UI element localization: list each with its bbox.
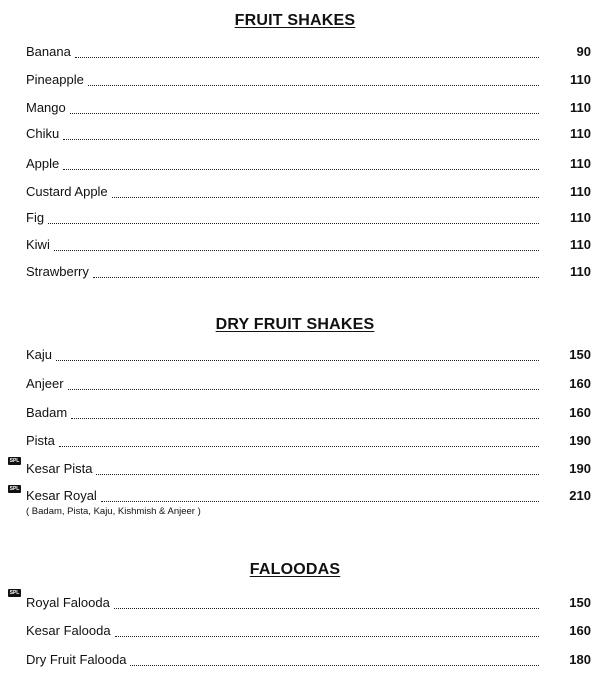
dot-leader — [93, 267, 539, 278]
item-name: Kesar Pista — [26, 461, 93, 476]
item-price: 110 — [570, 126, 591, 141]
menu-item — [26, 461, 591, 479]
dot-leader — [48, 213, 539, 224]
section-title-dry-fruit-shakes: DRY FRUIT SHAKES — [215, 316, 375, 333]
item-name: Dry Fruit Falooda — [26, 652, 127, 667]
item-name: Pista — [26, 433, 55, 448]
spl-badge: SPL — [9, 486, 20, 492]
item-price: 150 — [569, 347, 591, 362]
menu-item — [26, 100, 591, 118]
menu-item — [26, 433, 591, 451]
item-name: Custard Apple — [26, 184, 108, 199]
dot-leader — [70, 103, 539, 114]
item-price: 190 — [569, 461, 591, 476]
item-price: 110 — [570, 72, 591, 87]
item-price: 90 — [576, 44, 591, 59]
menu-item — [26, 595, 591, 613]
dot-leader — [63, 129, 539, 140]
dot-leader — [112, 187, 539, 198]
dot-leader — [54, 240, 539, 251]
item-price: 110 — [570, 184, 591, 199]
item-name: Kesar Royal — [26, 488, 97, 503]
item-price: 160 — [569, 376, 591, 391]
dot-leader — [101, 491, 539, 502]
menu-item — [26, 264, 591, 282]
item-name: Fig — [26, 210, 45, 225]
dot-leader — [71, 408, 539, 419]
menu-item — [26, 72, 591, 90]
item-name: Mango — [26, 100, 66, 115]
item-price: 160 — [569, 623, 591, 638]
item-name: Chiku — [26, 126, 60, 141]
menu-item — [26, 376, 591, 394]
menu-item — [26, 623, 591, 641]
menu-item — [26, 488, 591, 506]
item-name: Anjeer — [26, 376, 64, 391]
item-price: 110 — [570, 237, 591, 252]
spl-badge: SPL — [9, 458, 20, 464]
menu-item — [26, 184, 591, 202]
section-title-fruit-shakes: FRUIT SHAKES — [234, 12, 356, 29]
item-price: 150 — [569, 595, 591, 610]
menu-item — [26, 156, 591, 174]
item-name: Strawberry — [26, 264, 89, 279]
item-name: Kesar Falooda — [26, 623, 111, 638]
item-name: Pineapple — [26, 72, 84, 87]
item-name: Kaju — [26, 347, 53, 362]
dot-leader — [88, 75, 539, 86]
item-name: Kiwi — [26, 237, 50, 252]
item-note: ( Badam, Pista, Kaju, Kishmish & Anjeer ) — [26, 506, 201, 517]
section-title-faloodas: FALOODAS — [249, 561, 341, 578]
item-name: Apple — [26, 156, 60, 171]
dot-leader — [59, 436, 539, 447]
item-name: Royal Falooda — [26, 595, 110, 610]
item-price: 180 — [569, 652, 591, 667]
item-price: 160 — [569, 405, 591, 420]
menu-item — [26, 347, 591, 365]
dot-leader — [56, 350, 539, 361]
item-price: 210 — [569, 488, 591, 503]
menu-item — [26, 44, 591, 62]
dot-leader — [63, 159, 539, 170]
dot-leader — [75, 47, 539, 58]
item-price: 110 — [570, 210, 591, 225]
dot-leader — [114, 598, 539, 609]
dot-leader — [96, 464, 539, 475]
dot-leader — [115, 626, 539, 637]
menu-item — [26, 237, 591, 255]
dot-leader — [130, 655, 539, 666]
menu-item — [26, 126, 591, 144]
item-price: 190 — [569, 433, 591, 448]
menu-item — [26, 405, 591, 423]
item-name: Badam — [26, 405, 68, 420]
dot-leader — [68, 379, 539, 390]
menu-item — [26, 210, 591, 228]
menu-item — [26, 652, 591, 670]
item-name: Banana — [26, 44, 71, 59]
spl-badge: SPL — [9, 590, 20, 596]
item-price: 110 — [570, 156, 591, 171]
item-price: 110 — [570, 100, 591, 115]
item-price: 110 — [570, 264, 591, 279]
